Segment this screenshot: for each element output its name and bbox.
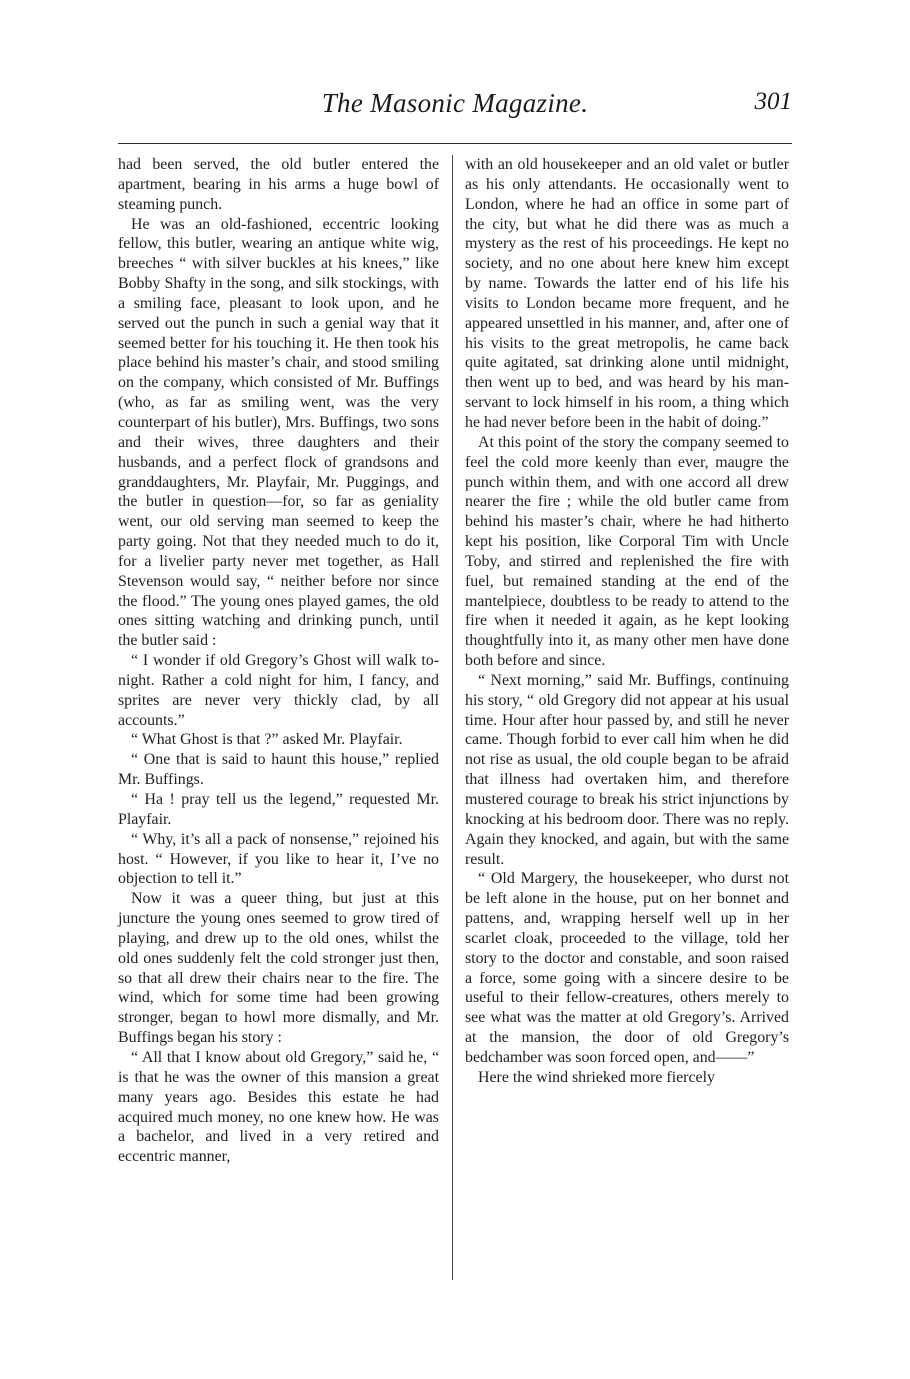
paragraph: Now it was a queer thing, but just at this juncture the young ones seemed to grow tired of playing, and drew up to the old ones, whilst the old ones suddenly felt the cold stronger just then, so that all drew their chairs near to the fire. The wind, which for some time had been growing stronger, began to howl more dismally, and Mr. Buffings began his story :: [118, 890, 439, 1047]
paragraph: “ Why, it’s all a pack of nonsense,” rejoined his host. “ However, if you like to hear it, I’ve no objection to tell it.”: [118, 830, 439, 888]
paragraph: He was an old-fashioned, eccentric looking fellow, this butler, wearing an antique white wig, breeches “ with silver buckles at his knees,” like Bobby Shafty in the song, and silk stockings, with a smiling face, pleasant to look upon, and he served out the punch in such a genial way that it seemed better for his touching it. He then took his place behind his master’s chair, and stood smiling on the company, which consisted of Mr. Buffings (who, as far as smiling went, was the very counterpart of his butler), Mrs. Buffings, two sons and their wives, three daughters and their husbands, and a perfect flock of grandsons and granddaughters, Mr. Playfair, Mr. Puggings, and the butler in question—for, so far as geniality went, our old serving man seemed to keep the party going. Not that they needed much to do it, for a livelier party never met together, as Hall Stevenson would say, “ neither before nor since the flood.” The young ones played games, the old ones sitting watching and drinking punch, until the butler said :: [118, 215, 439, 650]
running-head: [0, 82, 910, 122]
paragraph: “ One that is said to haunt this house,” replied Mr. Buffings.: [118, 751, 439, 789]
paragraph: “ What Ghost is that ?” asked Mr. Playfair.: [131, 731, 403, 749]
paragraph: “ I wonder if old Gregory’s Ghost will walk to-night. Rather a cold night for him, I fancy, and sprites are never very thickly clad, by all accounts.”: [118, 652, 439, 729]
column-divider: [452, 155, 453, 1280]
paragraph: At this point of the story the company seemed to feel the cold more keenly than ever, maugre the punch within them, and with one accord all drew nearer the fire ; while the old butler came from behind his master’s chair, where he had hitherto kept his position, like Corporal Tim with Uncle Toby, and stirred and replenished the fire with fuel, but remained standing at the end of the mantelpiece, doubtless to be ready to attend to the fire when it needed it again, as he kept looking thoughtfully into it, as many other men have done both before and since.: [465, 433, 789, 670]
running-title: The Masonic Magazine.: [321, 88, 589, 118]
paragraph: had been served, the old butler entered the apartment, bearing in his arms a huge bowl of steaming punch.: [118, 156, 439, 213]
paragraph: “ Ha ! pray tell us the legend,” requested Mr. Playfair.: [118, 791, 439, 828]
paragraph: “ Next morning,” said Mr. Buffings, continuing his story, “ old Gregory did not appear at his usual time. Hour after hour passed by, and still he never came. Though forbid to ever call him when he did not rise as usual, the old couple began to be afraid that illness had overtaken him, and therefore mustered courage to break his strict injunctions by knocking at his bedroom door. There was no reply. Again they knocked, and again, but with the same result.: [465, 671, 789, 868]
paragraph: “ Old Margery, the housekeeper, who durst not be left alone in the house, put on her bonnet and pattens, and, wrapping herself well up in her scarlet cloak, proceeded to the village, told her story to the doctor and constable, and soon raised a force, some going with a sincere desire to be useful to their fellow-creatures, others merely to see what was the matter at old Gregory’s. Arrived at the mansion, the door of old Gregory’s bedchamber was soon forced open, and——”: [465, 870, 789, 1066]
paragraph: with an old housekeeper and an old valet or butler as his only attendants. He occasionally went to London, where he had an office in some part of the city, but what he did there was as much a mystery as the rest of his proceedings. He kept no society, and no one about here knew him except by name. Towards the latter end of his life his visits to London became more frequent, and he appeared unsettled in his manner, and, after one of his visits to the great metropolis, he came back quite agitated, sat drinking alone until midnight, then went up to bed, and was heard by his man-servant to lock himself in his room, a thing which he had never before been in the habit of doing.”: [465, 156, 789, 431]
paragraph: “ All that I know about old Gregory,” said he, “ is that he was the owner of this mansion a great many years ago. Besides this estate he had acquired much money, no one knew how. He was a bachelor, and lived in a very retired and eccentric manner,: [118, 1048, 439, 1166]
header-rule: [118, 143, 792, 144]
page-number: 301: [754, 88, 792, 115]
paragraph: Here the wind shrieked more fiercely: [478, 1068, 715, 1086]
left-column: [118, 155, 439, 1167]
right-column: [465, 155, 789, 1088]
